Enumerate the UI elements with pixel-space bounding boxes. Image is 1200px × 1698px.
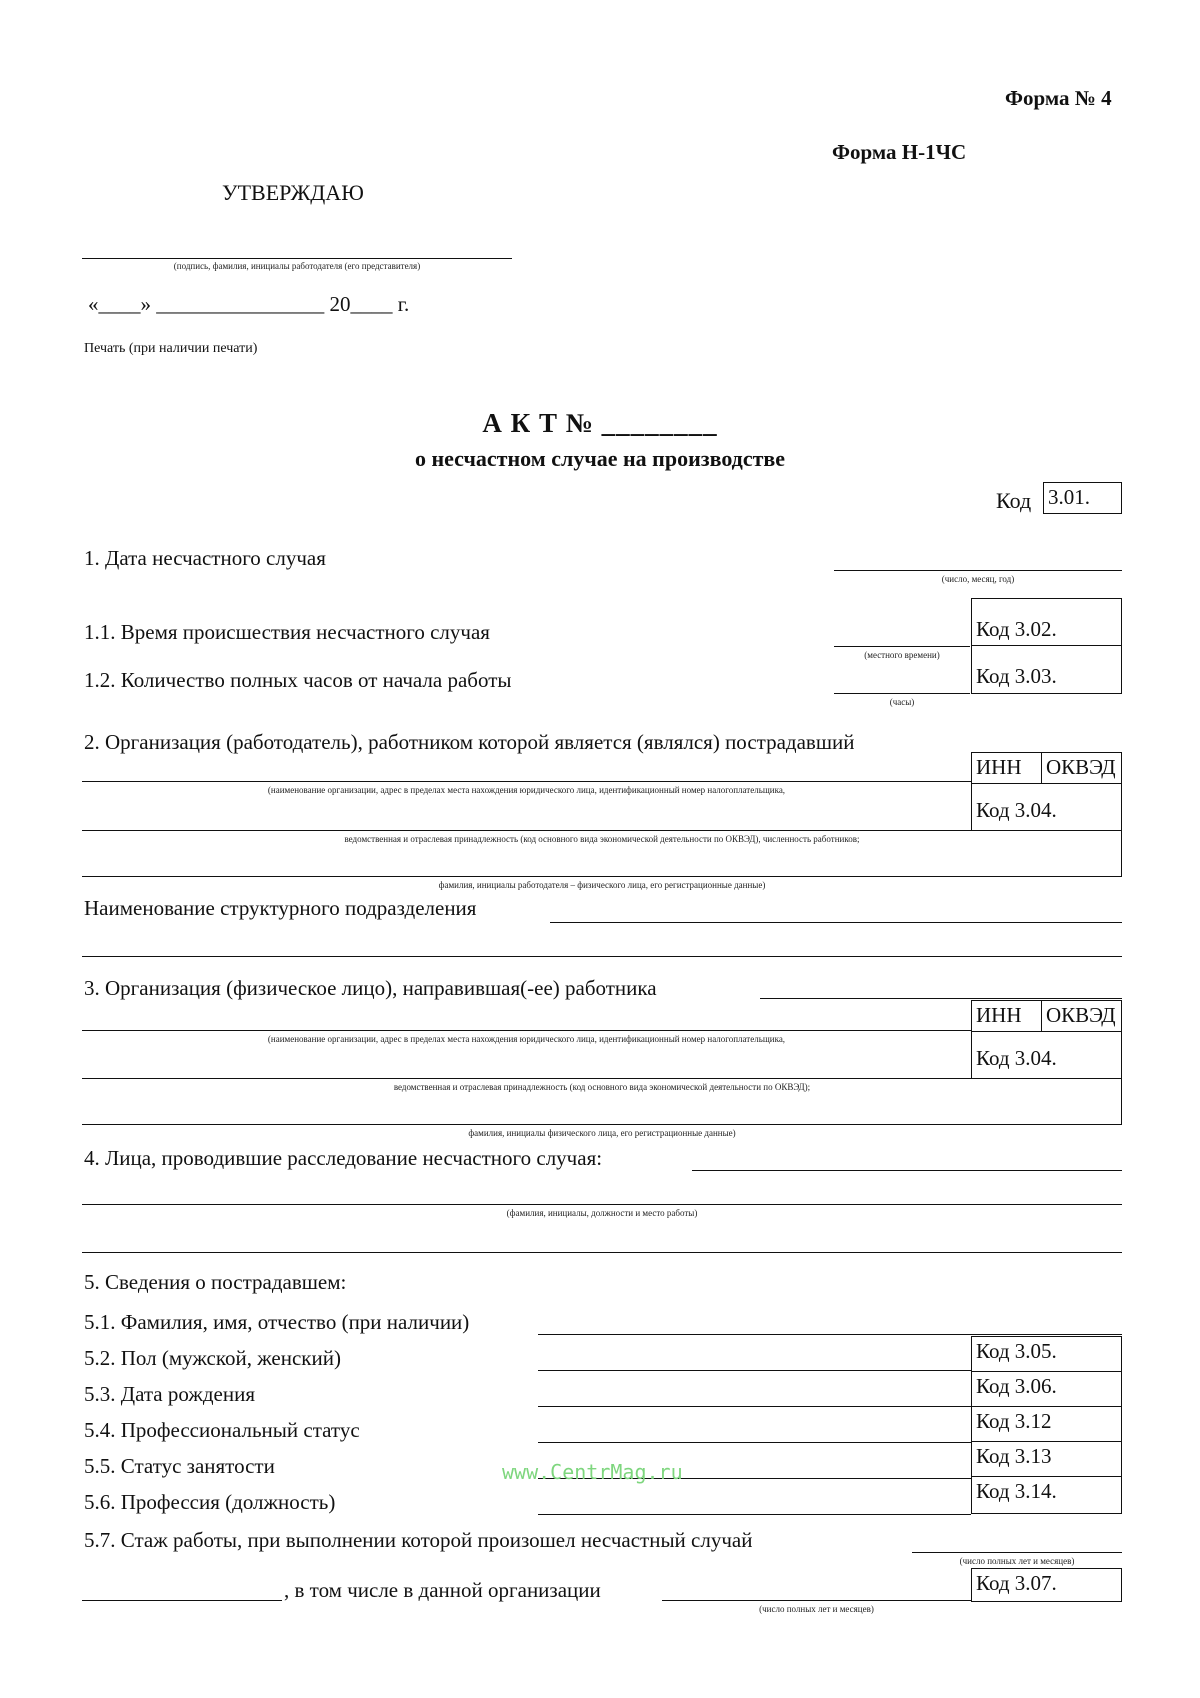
sending-org-kod-3-04-box: Код 3.04. (971, 1031, 1122, 1079)
employer-box-edge (1121, 830, 1122, 876)
watermark: www.CentrMag.ru (502, 1460, 683, 1484)
sending-org-hint-2: ведомственная и отраслевая принадлежность (код основного вида экономической деятельности по ОКВЭД); (393, 1082, 811, 1092)
victim-fio-line[interactable] (538, 1334, 1122, 1335)
accident-time-line[interactable] (834, 646, 970, 647)
victim-birthdate-label: 5.3. Дата рождения (84, 1382, 255, 1406)
signature-line[interactable] (82, 258, 512, 259)
kod-3-14-box: Код 3.14. (971, 1476, 1122, 1514)
sending-org-inn-box: ИНН (971, 1000, 1042, 1032)
victim-profession-label: 5.6. Профессия (должность) (84, 1490, 336, 1514)
employer-label: 2. Организация (работодатель), работником которой является (являлся) пострадавший (84, 730, 855, 754)
experience-in-org-line[interactable] (662, 1600, 971, 1601)
sending-org-hint-1: (наименование организации, адрес в пределах места нахождения юридического лица, идентификационный номер налогоплательщика, (267, 1034, 786, 1044)
accident-date-hint: (число, месяц, год) (941, 574, 1015, 584)
work-hours-label: 1.2. Количество полных часов от начала работы (84, 668, 512, 692)
sending-org-line-2[interactable] (82, 1078, 1122, 1079)
accident-time-label: 1.1. Время происшествия несчастного случая (84, 620, 490, 644)
accident-time-hint: (местного времени) (864, 650, 940, 660)
work-hours-hint: (часы) (889, 697, 915, 707)
seal-note: Печать (при наличии печати) (84, 341, 258, 356)
investigators-line-1[interactable] (692, 1170, 1122, 1171)
employer-kod-3-04-box: Код 3.04. (971, 783, 1122, 831)
kod-3-13-box: Код 3.13 (971, 1441, 1122, 1477)
experience-line[interactable] (912, 1552, 1122, 1553)
act-subtitle: о несчастном случае на производстве (414, 446, 786, 471)
kod-3-02-box: Код 3.02. (971, 598, 1122, 646)
employer-line-3[interactable] (82, 876, 1122, 877)
employer-hint-2: ведомственная и отраслевая принадлежность (код основного вида экономической деятельности по ОКВЭД), численность работников; (344, 834, 860, 844)
experience-in-org-label: , в том числе в данной организации (284, 1578, 601, 1602)
victim-profession-line[interactable] (538, 1514, 971, 1515)
investigators-line-2[interactable] (82, 1204, 1122, 1205)
form-number: Форма № 4 (1005, 86, 1112, 110)
sending-org-line-1[interactable] (82, 1030, 971, 1031)
kod-3-06-box: Код 3.06. (971, 1371, 1122, 1407)
victim-fio-label: 5.1. Фамилия, имя, отчество (при наличии) (84, 1310, 470, 1334)
sending-org-okved-box: ОКВЭД (1041, 1000, 1122, 1032)
employer-line-2[interactable] (82, 830, 1122, 831)
kod-3-12-box: Код 3.12 (971, 1406, 1122, 1442)
experience-label: 5.7. Стаж работы, при выполнении которой произошел несчастный случай (84, 1528, 753, 1552)
victim-sex-label: 5.2. Пол (мужской, женский) (84, 1346, 341, 1370)
sending-org-hint-3: фамилия, инициалы физического лица, его регистрационные данные) (468, 1128, 736, 1138)
experience-hint: (число полных лет и месяцев) (959, 1556, 1075, 1566)
subdivision-line-2[interactable] (82, 956, 1122, 957)
employer-hint-1: (наименование организации, адрес в пределах места нахождения юридического лица, идентификационный номер налогоплательщика, (267, 785, 786, 795)
approval-date-line: «____» ________________ 20____ г. (88, 292, 410, 316)
experience-total-line[interactable] (82, 1600, 282, 1601)
employer-hint-3: фамилия, инициалы работодателя – физического лица, его регистрационные данные) (438, 880, 766, 890)
accident-date-line[interactable] (834, 570, 1122, 571)
act-title: А К Т № ________ (482, 408, 718, 438)
victim-prof-status-line[interactable] (538, 1442, 971, 1443)
victim-prof-status-label: 5.4. Профессиональный статус (84, 1418, 360, 1442)
signature-hint: (подпись, фамилия, инициалы работодателя (его представителя) (173, 261, 421, 271)
kod-label: Код (996, 488, 1032, 513)
employer-inn-box: ИНН (971, 752, 1042, 784)
employer-okved-box: ОКВЭД (1041, 752, 1122, 784)
kod-3-01-box: 3.01. (1043, 482, 1122, 514)
subdivision-line[interactable] (550, 922, 1122, 923)
sending-org-line-0[interactable] (760, 998, 1122, 999)
work-hours-line[interactable] (834, 693, 970, 694)
accident-date-label: 1. Дата несчастного случая (84, 546, 326, 570)
sending-org-box-edge (1121, 1078, 1122, 1124)
sending-org-label: 3. Организация (физическое лицо), направившая(-ее) работника (84, 976, 657, 1000)
employer-line-1[interactable] (82, 781, 971, 782)
kod-3-03-box: Код 3.03. (971, 645, 1122, 694)
approve-heading: УТВЕРЖДАЮ (222, 180, 364, 205)
investigators-line-3[interactable] (82, 1252, 1122, 1253)
kod-3-07-box: Код 3.07. (971, 1568, 1122, 1602)
victim-birthdate-line[interactable] (538, 1406, 971, 1407)
kod-3-05-box: Код 3.05. (971, 1336, 1122, 1372)
investigators-label: 4. Лица, проводившие расследование несчастного случая: (84, 1146, 603, 1170)
investigators-hint: (фамилия, инициалы, должности и место работы) (506, 1208, 698, 1218)
victim-info-label: 5. Сведения о пострадавшем: (84, 1270, 347, 1294)
victim-employment-status-label: 5.5. Статус занятости (84, 1454, 275, 1478)
victim-sex-line[interactable] (538, 1370, 971, 1371)
subdivision-label: Наименование структурного подразделения (84, 896, 477, 920)
experience-in-org-hint: (число полных лет и месяцев) (759, 1604, 874, 1614)
form-code: Форма Н-1ЧС (832, 140, 967, 164)
sending-org-line-3[interactable] (82, 1124, 1122, 1125)
